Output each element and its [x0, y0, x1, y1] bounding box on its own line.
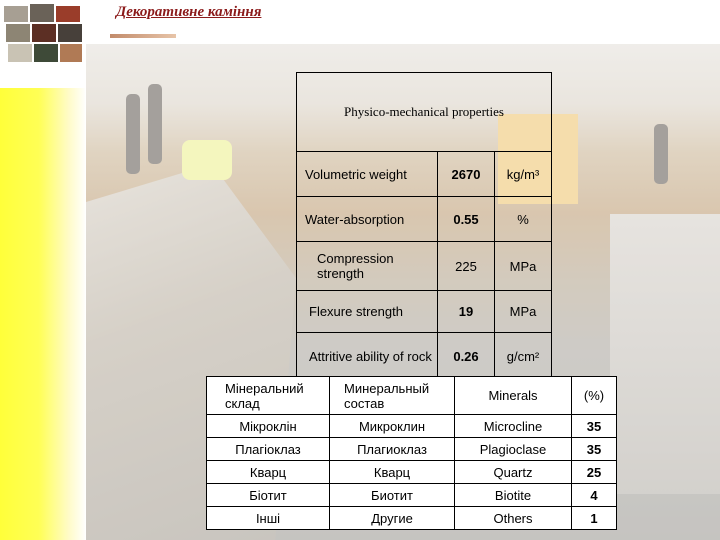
mineral-russian: Плагиоклаз: [330, 438, 455, 461]
mineral-composition-table: [206, 376, 617, 530]
mineral-russian: Микроклин: [330, 415, 455, 438]
property-value: 19: [438, 291, 495, 333]
property-name: Volumetric weight: [297, 152, 438, 197]
header-ukrainian: Мінеральний склад: [207, 377, 330, 415]
property-unit: MPa: [495, 291, 552, 333]
table-row: [207, 415, 617, 438]
mineral-ukrainian: Інші: [207, 507, 330, 530]
mineral-english: Microcline: [455, 415, 572, 438]
property-unit: kg/m³: [495, 152, 552, 197]
property-value: 0.55: [438, 197, 495, 242]
property-name: Attritive ability of rock: [297, 333, 438, 381]
header-percent: (%): [572, 377, 617, 415]
table-row: [207, 507, 617, 530]
property-unit: MPa: [495, 242, 552, 291]
table-row: [297, 291, 552, 333]
property-name: Flexure strength: [297, 291, 438, 333]
mineral-english: Plagioclase: [455, 438, 572, 461]
mineral-ukrainian: Плагіоклаз: [207, 438, 330, 461]
property-unit: g/cm²: [495, 333, 552, 381]
table-row: [297, 333, 552, 381]
property-name: Compression strength: [297, 242, 438, 291]
mineral-percent: 25: [572, 461, 617, 484]
mineral-percent: 35: [572, 438, 617, 461]
header-russian: Минеральный состав: [330, 377, 455, 415]
mineral-russian: Биотит: [330, 484, 455, 507]
header-english: Minerals: [455, 377, 572, 415]
mineral-russian: Кварц: [330, 461, 455, 484]
mineral-russian: Другие: [330, 507, 455, 530]
mineral-percent: 35: [572, 415, 617, 438]
table-row: [297, 242, 552, 291]
property-value: 2670: [438, 152, 495, 197]
stone-samples-logo-icon: [2, 2, 86, 66]
table-row: [297, 197, 552, 242]
mineral-percent: 4: [572, 484, 617, 507]
property-name: Water-absorption: [297, 197, 438, 242]
table-header-row: [207, 377, 617, 415]
properties-table-heading: Physico-mechanical properties: [297, 73, 552, 152]
mineral-ukrainian: Кварц: [207, 461, 330, 484]
mineral-ukrainian: Біотит: [207, 484, 330, 507]
table-row: [207, 461, 617, 484]
mineral-ukrainian: Мікроклін: [207, 415, 330, 438]
title-underline-bar: [110, 34, 176, 38]
mineral-english: Quartz: [455, 461, 572, 484]
property-value: 0.26: [438, 333, 495, 381]
yellow-side-strip: [0, 88, 86, 540]
physico-mechanical-properties-table: [296, 72, 552, 381]
table-row: [207, 438, 617, 461]
property-unit: %: [495, 197, 552, 242]
table-row: [207, 484, 617, 507]
property-value: 225: [438, 242, 495, 291]
table-row: [297, 152, 552, 197]
mineral-english: Biotite: [455, 484, 572, 507]
mineral-english: Others: [455, 507, 572, 530]
mineral-percent: 1: [572, 507, 617, 530]
page-title: Декоративне каміння: [116, 4, 262, 20]
